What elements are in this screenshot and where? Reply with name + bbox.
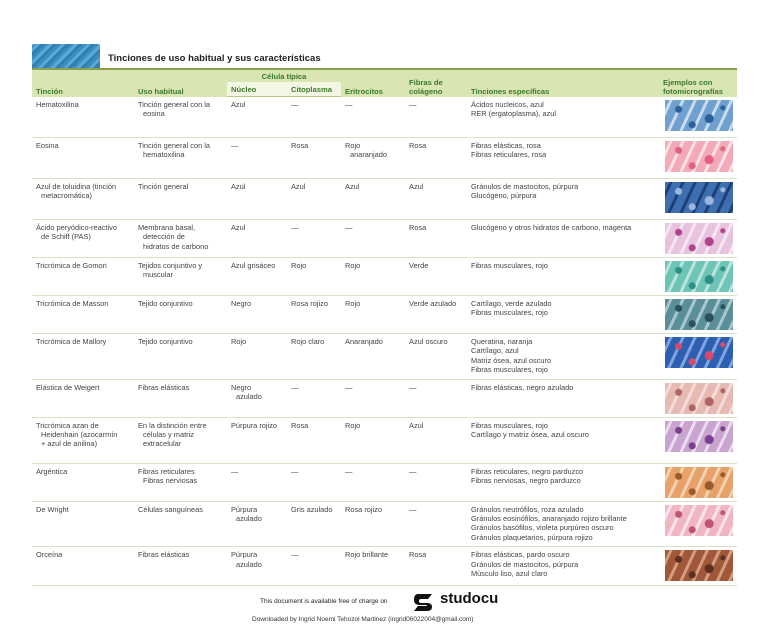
cell-citoplasma [287,220,341,258]
uso-text: Fibras elásticas [138,550,190,560]
download-note: Downloaded by Ingrid Noemi Tehozol Martinez (ingrid06022004@gmail.com) [252,616,474,623]
eritrocitos-text: anaranjado [350,150,388,160]
nucleo-text: Púrpura [231,504,258,514]
cell-citoplasma [287,179,341,220]
cell-nucleo [227,179,287,220]
nucleo-text: — [231,141,239,150]
cell-nucleo [227,97,287,138]
eritrocitos-text: Rojo [345,141,361,150]
cell-especificas [467,463,659,501]
citoplasma-text: — [291,223,299,232]
table-title: Tinciones de uso habitual y sus características [108,53,321,64]
fibras-text: — [409,99,417,109]
nucleo-text: — [231,466,239,476]
cell-fibras [405,138,467,179]
uso-text: muscular [143,270,173,280]
fibras-text: Verde azulado [409,299,457,308]
cell-micrograph [659,334,737,380]
cell-micrograph [659,97,737,138]
table-row [32,296,737,334]
cell-especificas [467,220,659,258]
cell-citoplasma [287,501,341,547]
header-tincion: Tinción [32,69,134,97]
cell-uso [134,417,227,463]
uso-text: hidratos de carbono [143,241,209,251]
cell-fibras [405,179,467,220]
uso-text: Tejido conjuntivo [138,299,193,308]
cell-uso [134,138,227,179]
cell-micrograph [659,179,737,220]
cell-citoplasma [287,258,341,296]
eritrocitos-text: — [345,99,353,109]
studocu-logo-icon [412,592,436,612]
especificas-text: Fibras musculares, rojo [471,365,548,375]
cell-micrograph [659,296,737,334]
eritrocitos-text: Rojo [345,420,361,430]
table-row [32,334,737,380]
cell-nucleo [227,138,287,179]
nucleo-text: Azul [231,182,246,191]
tincion-text: Tricrómica de Mallory [36,337,107,346]
cell-citoplasma [287,97,341,138]
micrograph-image [665,299,733,330]
cell-eritrocitos [341,463,405,501]
fibras-text: — [409,466,417,476]
tincion-text: Tricrómica de Gomori [36,261,107,270]
eritrocitos-text: Rosa rojizo [345,504,382,514]
uso-text: Tinción general con la [138,99,211,109]
studocu-brand[interactable]: studocu [440,590,499,607]
cell-eritrocitos [341,547,405,586]
cell-nucleo [227,417,287,463]
header-uso: Uso habitual [134,69,227,97]
tincion-text: Tricrómica de Masson [36,299,109,308]
uso-text: Fibras nerviosas [143,476,198,486]
fibras-text: Rosa [409,223,427,232]
nucleo-text: Azul [231,100,246,109]
tincion-text: de Schiff (PAS) [41,232,91,242]
cell-eritrocitos [341,501,405,547]
especificas-text: Glucógeno y otros hidratos de carbono, magenta [471,223,632,232]
cell-tincion [32,220,134,258]
availability-note: This document is available free of charge on [260,598,388,605]
fibras-text: Rosa [409,550,427,560]
uso-text: En la distinción entre [138,420,207,430]
nucleo-text: azulado [236,559,262,569]
header-fibras: Fibras de colágeno [405,69,467,97]
cell-micrograph [659,258,737,296]
cell-uso [134,379,227,417]
nucleo-text: azulado [236,392,262,402]
cell-especificas [467,296,659,334]
especificas-text: Gránulos de mastocitos, púrpura [471,182,579,191]
micrograph-image [665,182,733,213]
nucleo-text: Púrpura rojizo [231,420,278,430]
tincion-text: Orceína [36,550,63,560]
fibras-text: Azul [409,420,424,430]
fibras-text: — [409,504,417,514]
uso-text: Tinción general [138,182,189,191]
tincion-text: Argéntica [36,466,68,476]
table-row [32,547,737,586]
citoplasma-text: Rosa [291,420,309,430]
table-row [32,463,737,501]
tincion-text: Azul de toluidina (tinción [36,182,117,191]
especificas-text: Fibras musculares, rojo [471,420,548,430]
header-ejemplos: Ejemplos con fotomicrografías [659,69,737,97]
cell-micrograph [659,379,737,417]
table-row [32,501,737,547]
cell-fibras [405,296,467,334]
uso-text: extracelular [143,439,182,449]
especificas-text: Músculo liso, azul claro [471,569,548,579]
cell-uso [134,547,227,586]
cell-uso [134,220,227,258]
cell-citoplasma [287,463,341,501]
cell-fibras [405,463,467,501]
cell-eritrocitos [341,179,405,220]
cell-nucleo [227,296,287,334]
especificas-text: RER (ergatoplasma), azul [471,108,557,118]
header-especificas: Tinciones específicas [467,69,659,97]
fibras-text: — [409,382,417,392]
especificas-text: Matriz ósea, azul oscuro [471,355,552,365]
tincion-text: + azul de anilina) [41,439,98,449]
especificas-text: Ácidos nucleicos, azul [471,99,544,109]
eritrocitos-text: Azul [345,182,360,191]
nucleo-text: azulado [236,514,262,524]
uso-text: Membrana basal, [138,223,196,232]
citoplasma-text: Rojo [291,261,307,270]
cell-micrograph [659,417,737,463]
citoplasma-text: Azul [291,182,306,191]
micrograph-image [665,100,733,131]
cell-eritrocitos [341,417,405,463]
especificas-text: Queratina, naranja [471,337,533,346]
tincion-text: De Wright [36,504,69,514]
citoplasma-text: Rojo claro [291,337,325,346]
eritrocitos-text: — [345,466,353,476]
cell-uso [134,463,227,501]
fibras-text: Azul oscuro [409,337,448,346]
cell-tincion [32,179,134,220]
tincion-text: Tricrómica azan de [36,420,99,430]
especificas-text: Gránulos basófilos, violeta purpúreo oscuro [471,523,614,533]
cell-especificas [467,179,659,220]
uso-text: detección de [143,232,185,242]
cell-fibras [405,97,467,138]
fibras-text: Azul [409,182,424,191]
tincion-text: Eosina [36,141,59,150]
fibras-text: Rosa [409,141,427,150]
citoplasma-text: — [291,382,299,392]
cell-eritrocitos [341,379,405,417]
cell-especificas [467,501,659,547]
especificas-text: Gránulos plaquetarios, púrpura rojizo [471,532,593,542]
cell-fibras [405,501,467,547]
micrograph-image [665,421,733,452]
cell-fibras [405,220,467,258]
cell-eritrocitos [341,296,405,334]
cell-nucleo [227,463,287,501]
especificas-text: Fibras elásticas, rosa [471,141,541,150]
eritrocitos-text: — [345,382,353,392]
cell-uso [134,97,227,138]
cell-especificas [467,417,659,463]
nucleo-text: Negro [231,299,252,308]
cell-nucleo [227,220,287,258]
cell-nucleo [227,379,287,417]
uso-text: células y matriz [143,430,194,440]
header-citoplasma: Citoplasma [287,82,341,97]
cell-eritrocitos [341,97,405,138]
eritrocitos-text: Anaranjado [345,337,383,346]
cell-eritrocitos [341,138,405,179]
especificas-text: Fibras musculares, rojo [471,308,548,318]
citoplasma-text: Rosa rojizo [291,299,328,308]
especificas-text: Gránulos de mastocitos, púrpura [471,559,579,569]
micrograph-image [665,261,733,292]
tincion-text: Heidenhain (azocarmín [41,430,118,440]
nucleo-text: Azul [231,223,246,232]
especificas-text: Cartílago y matriz ósea, azul oscuro [471,430,589,440]
eritrocitos-text: Rojo [345,261,361,270]
especificas-text: Gránulos neutrófilos, roza azulado [471,504,584,514]
cell-fibras [405,334,467,380]
cell-tincion [32,258,134,296]
cell-micrograph [659,501,737,547]
cell-citoplasma [287,138,341,179]
especificas-text: Gránulos eosinófilos, anaranjado rojizo brillante [471,514,627,524]
micrograph-image [665,223,733,254]
cell-fibras [405,417,467,463]
cell-uso [134,501,227,547]
cell-citoplasma [287,334,341,380]
cell-eritrocitos [341,334,405,380]
eritrocitos-text: — [345,223,353,232]
micrograph-image [665,337,733,368]
citoplasma-text: Gris azulado [291,504,333,514]
table-row [32,220,737,258]
especificas-text: Fibras reticulares, negro parduzco [471,466,584,476]
cell-especificas [467,138,659,179]
cell-eritrocitos [341,258,405,296]
citoplasma-text: Rosa [291,141,309,150]
cell-fibras [405,258,467,296]
cell-uso [134,258,227,296]
table-row [32,417,737,463]
eritrocitos-text: Rojo brillante [345,550,389,560]
cell-tincion [32,97,134,138]
cell-fibras [405,547,467,586]
uso-text: Tejido conjuntivo [138,337,193,346]
micrograph-image [665,505,733,536]
table-row [32,258,737,296]
uso-text: eosina [143,108,165,118]
cell-uso [134,296,227,334]
especificas-text: Fibras reticulares, rosa [471,150,547,160]
cell-tincion [32,138,134,179]
uso-text: Células sanguíneas [138,504,203,514]
uso-text: Tinción general con la [138,141,211,150]
cell-citoplasma [287,547,341,586]
stains-table [32,68,737,586]
nucleo-text: Púrpura [231,550,258,560]
cell-tincion [32,379,134,417]
especificas-text: Fibras nerviosas, negro parduzco [471,476,581,486]
cell-tincion [32,334,134,380]
tincion-text: Ácido peryódico-reactivo [36,223,117,232]
micrograph-image [665,141,733,172]
uso-text: Tejidos conjuntivo y [138,261,203,270]
cell-citoplasma [287,379,341,417]
cell-tincion [32,547,134,586]
cell-citoplasma [287,296,341,334]
cell-especificas [467,547,659,586]
tincion-text: Elástica de Weigert [36,382,100,392]
cell-nucleo [227,501,287,547]
uso-text: hematoxilina [143,150,185,160]
nucleo-text: Rojo [231,337,247,346]
cell-tincion [32,501,134,547]
cell-micrograph [659,547,737,586]
cell-fibras [405,379,467,417]
cell-micrograph [659,463,737,501]
cell-nucleo [227,547,287,586]
cell-micrograph [659,138,737,179]
tincion-text: metacromática) [41,191,92,201]
micrograph-image [665,467,733,498]
cell-micrograph [659,220,737,258]
tincion-text: Hematoxilina [36,99,79,109]
table-row [32,97,737,138]
especificas-text: Fibras elásticas, negro azulado [471,382,574,392]
especificas-text: Cartílago, azul [471,346,519,356]
micrograph-image [665,383,733,414]
nucleo-text: Negro [231,382,252,392]
cell-tincion [32,296,134,334]
cell-especificas [467,379,659,417]
cell-especificas [467,334,659,380]
especificas-text: Cartílago, verde azulado [471,299,552,308]
cell-uso [134,334,227,380]
uso-text: Fibras reticulares [138,466,195,476]
especificas-text: Glucógeno, púrpura [471,191,537,201]
cell-eritrocitos [341,220,405,258]
header-eritrocitos: Eritrocitos [341,69,405,97]
micrograph-image [665,550,733,581]
fibras-text: Verde [409,261,429,270]
citoplasma-text: — [291,100,299,109]
citoplasma-text: — [291,466,299,476]
cell-citoplasma [287,417,341,463]
table-row [32,138,737,179]
table-row [32,379,737,417]
especificas-text: Fibras musculares, rojo [471,261,548,270]
cell-nucleo [227,258,287,296]
cell-nucleo [227,334,287,380]
header-nucleo: Núcleo [227,82,287,97]
cell-especificas [467,258,659,296]
nucleo-text: Azul grisáceo [231,261,276,270]
cell-especificas [467,97,659,138]
cell-tincion [32,463,134,501]
uso-text: Fibras elásticas [138,382,190,392]
citoplasma-text: — [291,550,299,560]
table-body [32,97,737,586]
cell-uso [134,179,227,220]
table-row [32,179,737,220]
especificas-text: Fibras elásticas, pardo oscuro [471,550,570,560]
header-celula-tipica: Célula típica [227,69,341,82]
eritrocitos-text: Rojo [345,299,361,308]
cell-tincion [32,417,134,463]
